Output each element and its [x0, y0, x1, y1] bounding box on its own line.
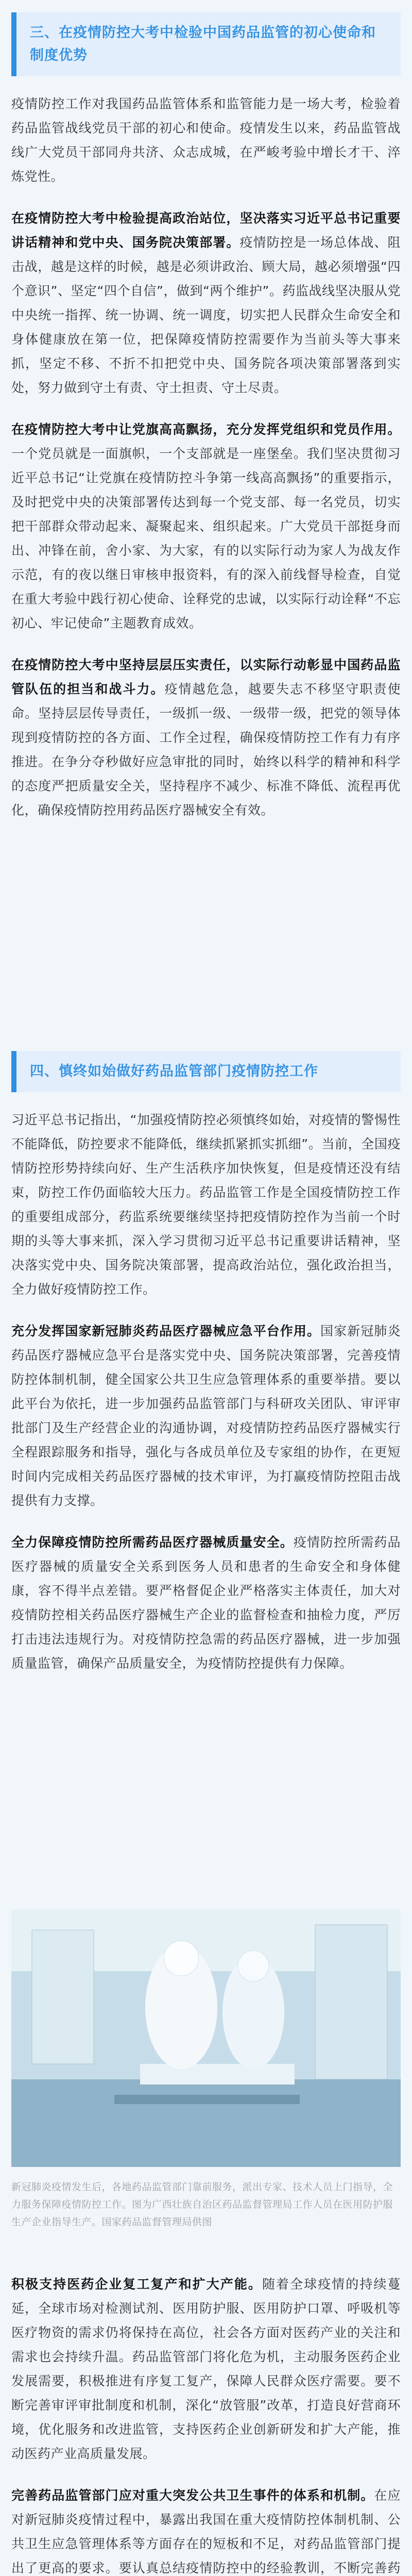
- photo-block: [11, 1906, 401, 2249]
- paragraph: 疫情防控工作对我国药品监管体系和监管能力是一场大考，检验着药品监管战线党员干部的初心和使命。疫情发生以来，药品监管战线广大党员干部同舟共济、众志成城，在严峻考验中增长才干、淬炼党性。: [11, 96, 401, 184]
- section-title: 四、慎终如始做好药品监管部门疫情防控工作: [30, 1063, 318, 1079]
- section-title: 三、在疫情防控大考中检验中国药品监管的初心使命和制度优势: [30, 25, 376, 63]
- photo-caption: 新冠肺炎疫情发生后，各地药品监管部门靠前服务，派出专家、技术人员上门指导，全力服务保障疫情防控工作。图为广西壮族自治区药品监督管理局工作人员在医用防护服生产企业指导生产。国家药品监督管理局供图: [11, 2181, 393, 2228]
- paragraph: 积极支持医药企业复工复产和扩大产能。随着全球疫情的持续蔓延，全球市场对检测试剂、医用防护服、医用防护口罩、呼吸机等医疗物资的需求仍将保持在高位，社会各方面对医药产业的关注和需求也会持续升温。药品监管部门将化危为机，主动服务医药企业发展需要，积极推进有序复工复产，保障人民群众医疗需要。要不断完善审评审批制度和机制，深化“放管服”改革，打造良好营商环境，优化服务和改进监管，支持医药企业创新研发和扩大产能，推动医药产业高质量发展。: [11, 2277, 401, 2461]
- section-heading: [11, 12, 401, 76]
- section-three: [11, 12, 401, 840]
- paragraph: 在疫情防控大考中检验提高政治站位，坚决落实习近平总书记重要讲话精神和党中央、国务院决策部署。疫情防控是一场总体战、阻击战，越是这样的时候，越是必须讲政治、顾大局，越必须增强“四个意识”、坚定“四个自信”，做到“两个维护”。药监战线坚决服从党中央统一指挥、统一协调、统一调度，切实把人民群众生命安全和身体健康放在第一位，把保障疫情防控需要作为当前头等大事来抓，坚定不移、不折不扣把党中央、国务院各项决策部署落到实处，努力做到守土有责、守土担责、守土尽责。: [11, 211, 401, 395]
- paragraph: 习近平总书记指出，“加强疫情防控必须慎终如始，对疫情的警惕性不能降低，防控要求不能降低，继续抓紧抓实抓细”。当前，全国疫情防控形势持续向好、生产生活秩序加快恢复，但是疫情还没有结束，防控工作仍面临较大压力。药品监管工作是全国疫情防控工作的重要组成部分，药监系统要继续坚持把疫情防控作为当前一个时期的头等大事来抓，深入学习贯彻习近平总书记重要讲话精神，坚决落实党中央、国务院决策部署，提高政治站位，强化政治担当，全力做好疫情防控工作。: [11, 1112, 401, 1297]
- lab-scene-illustration: [11, 1909, 401, 2167]
- section-four-continued: [11, 2272, 401, 2576]
- paragraph: 在疫情防控大考中让党旗高高飘扬，充分发挥党组织和党员作用。一个党员就是一面旗帜，一个支部就是一座堡垒。我们坚决贯彻习近平总书记“让党旗在疫情防控斗争第一线高高飘扬”的重要指示，及时把党中央的决策部署传达到每一个党支部、每一名党员，切实把干部群众带动起来、凝聚起来、组织起来。广大党员干部挺身而出、冲锋在前，舍小家、为大家，有的以实际行动为家人为战友作示范，有的夜以继日审核申报资料，有的深入前线督导检查，自觉在重大考验中践行初心使命、诠释党的忠诚，以实际行动诠释“不忘初心、牢记使命”主题教育成效。: [11, 422, 401, 631]
- paragraph: 完善药品监管部门应对重大突发公共卫生事件的体系和机制。在应对新冠肺炎疫情过程中，暴露出我国在重大疫情防控体制机制、公共卫生应急管理体系等方面存在的短板和不足，对药品监管部门提出了更高的要求。要认真总结疫情防控中的经验教训，不断完善药: [11, 2488, 401, 2575]
- section-heading: [11, 1051, 401, 1092]
- news-photo: [11, 1909, 401, 2167]
- paragraph: 全力保障疫情防控所需药品医疗器械质量安全。疫情防控所需药品医疗器械的质量安全关系到医务人员和患者的生命安全和身体健康，容不得半点差错。要严格督促企业严格落实主体责任，加大对疫情防控相关药品医疗器械生产企业的监督检查和抽检力度，严厉打击违法违规行为。对疫情防控急需的药品医疗器械，进一步加强质量监管，确保产品质量安全，为疫情防控提供有力保障。: [11, 1535, 401, 1671]
- paragraph: 充分发挥国家新冠肺炎药品医疗器械应急平台作用。国家新冠肺炎药品医疗器械应急平台是落实党中央、国务院决策部署，完善疫情防控体制机制，健全国家公共卫生应急管理体系的重要举措。要以此平台为依托，进一步加强药品监管部门与科研攻关团队、审评审批部门及生产经营企业的沟通协调，对疫情防控药品医疗器械实行全程跟踪服务和指导，强化与各成员单位及专家组的协作，在更短时间内完成相关药品医疗器械的技术审评，为打赢疫情防控阻击战提供有力支撑。: [11, 1324, 401, 1508]
- section-four: [11, 1051, 401, 1693]
- paragraph: 在疫情防控大考中坚持层层压实责任，以实际行动彰显中国药品监管队伍的担当和战斗力。疫情越危急，越要失志不移坚守职责使命。坚持层层传导责任，一级抓一级、一级带一级，把党的领导体现到疫情防控的各方面、工作全过程，确保疫情防控工作有力有序推进。在争分夺秒做好应急审批的同时，始终以科学的精神和科学的态度严把质量安全关，坚持程序不减少、标准不降低、流程再优化，确保疫情防控用药品医疗器械安全有效。: [11, 657, 401, 818]
